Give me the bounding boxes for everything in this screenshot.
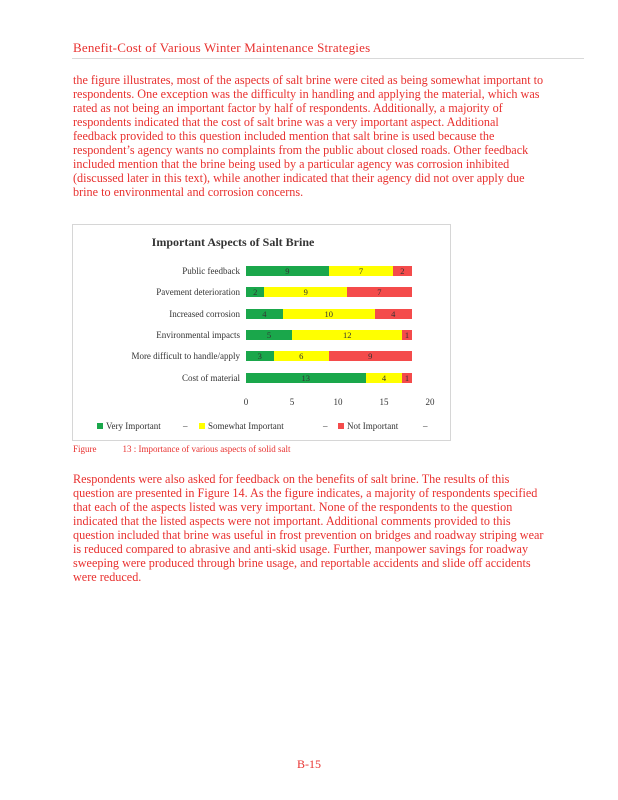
- paragraph-line: were reduced.: [73, 570, 142, 584]
- x-tick-label: 0: [243, 397, 249, 407]
- paragraph-line: that each of the aspects listed was very important. None of the respondents to the question: [73, 500, 513, 514]
- paragraph-line: respondent’s agency wants no complaints from the public about closed roads. Other feedback: [73, 143, 529, 157]
- paragraph-line: respondents. One exception was the difficulty in handling and applying the material, which was: [73, 87, 540, 101]
- paragraph-2: [73, 472, 598, 584]
- category-label: More difficult to handle/apply: [131, 351, 240, 362]
- chart-figure: [72, 224, 451, 441]
- paragraph-line: the figure illustrates, most of the aspects of salt brine were cited as being somewhat important to: [73, 73, 544, 87]
- legend-dash: –: [323, 421, 328, 431]
- bar-segment: 1: [402, 373, 411, 383]
- bar-segment: 7: [347, 287, 411, 297]
- paragraph-1: [73, 73, 598, 199]
- bar-segment: 4: [375, 309, 412, 319]
- legend-swatch: [338, 423, 344, 429]
- category-label: Cost of material: [182, 372, 240, 383]
- bar-segment: 10: [283, 309, 375, 319]
- bar-segment: 9: [264, 287, 347, 297]
- x-tick-label: 20: [425, 397, 435, 407]
- legend-dash: –: [183, 421, 188, 431]
- legend-item: [199, 421, 284, 431]
- caption-number: 13: [122, 444, 132, 454]
- bar-segment: 2: [393, 266, 411, 276]
- paragraph-line: is reduced compared to abrasive and anti-skid usage. Further, manpower savings for roadway: [73, 542, 529, 556]
- paragraph-line: Respondents were also asked for feedback on the benefits of salt brine. The results of this: [73, 472, 510, 486]
- bar-segment: 12: [292, 330, 402, 340]
- bar-segment: 3: [246, 351, 274, 361]
- paragraph-line: indicated that the listed aspects were not important. Additional comments provided to this: [73, 514, 511, 528]
- figure-caption: [73, 444, 290, 454]
- paragraph-line: feedback provided to this question included mention that salt brine is used because the: [73, 129, 495, 143]
- x-tick-label: 15: [379, 397, 389, 407]
- category-label: Environmental impacts: [156, 329, 240, 340]
- category-label: Public feedback: [182, 266, 240, 276]
- caption-text: : Importance of various aspects of solid salt: [133, 444, 291, 454]
- bar-segment: 9: [329, 351, 412, 361]
- paragraph-line: sweeping were produced through brine usage, and reportable accidents and slide off accidents: [73, 556, 531, 570]
- caption-label: Figure: [73, 444, 97, 454]
- bar-segment: 4: [366, 373, 403, 383]
- bar-segment: 1: [402, 330, 411, 340]
- bar-segment: 5: [246, 330, 292, 340]
- paragraph-line: brine to environmental and corrosion concerns.: [73, 185, 304, 199]
- header-rule: [72, 58, 584, 59]
- chart-title: Important Aspects of Salt Brine: [151, 235, 315, 249]
- bar-segment: 13: [246, 373, 366, 383]
- x-tick-label: 5: [289, 397, 295, 407]
- legend-swatch: [97, 423, 103, 429]
- legend-swatch: [199, 423, 205, 429]
- category-label: Pavement deterioration: [156, 287, 240, 298]
- paragraph-line: rated as not being an important factor by half of respondents. Additionally, a majority of: [73, 101, 503, 115]
- bar-segment: 6: [274, 351, 329, 361]
- page-header: Benefit-Cost of Various Winter Maintenance Strategies: [73, 40, 371, 55]
- legend-item: [97, 421, 161, 431]
- legend-dash: –: [423, 421, 428, 431]
- bar-segment: 9: [246, 266, 329, 276]
- paragraph-line: question are presented in Figure 14. As the figure indicates, a majority of respondents specified: [73, 486, 538, 500]
- paragraph-line: (discussed later in this text), while another indicated that their agency did not over apply due: [73, 171, 525, 185]
- bar-segment: 2: [246, 287, 264, 297]
- paragraph-line: included mention that the brine being used by a particular agency was corrosion inhibited: [73, 157, 510, 171]
- paragraph-line: respondents indicated that the cost of salt brine was a very important aspect. Additional: [73, 115, 499, 129]
- paragraph-line: question included that brine was useful in frost prevention on bridges and roadway striping wear: [73, 528, 544, 542]
- legend-label: Not Important: [347, 421, 399, 431]
- x-tick-label: 10: [333, 397, 343, 407]
- category-label: Increased corrosion: [169, 308, 240, 319]
- legend-item: [338, 421, 398, 431]
- legend-label: Very Important: [106, 421, 161, 431]
- page-number: B-15: [297, 757, 321, 771]
- bar-segment: 7: [329, 266, 393, 276]
- legend-label: Somewhat Important: [208, 421, 284, 431]
- bar-segment: 4: [246, 309, 283, 319]
